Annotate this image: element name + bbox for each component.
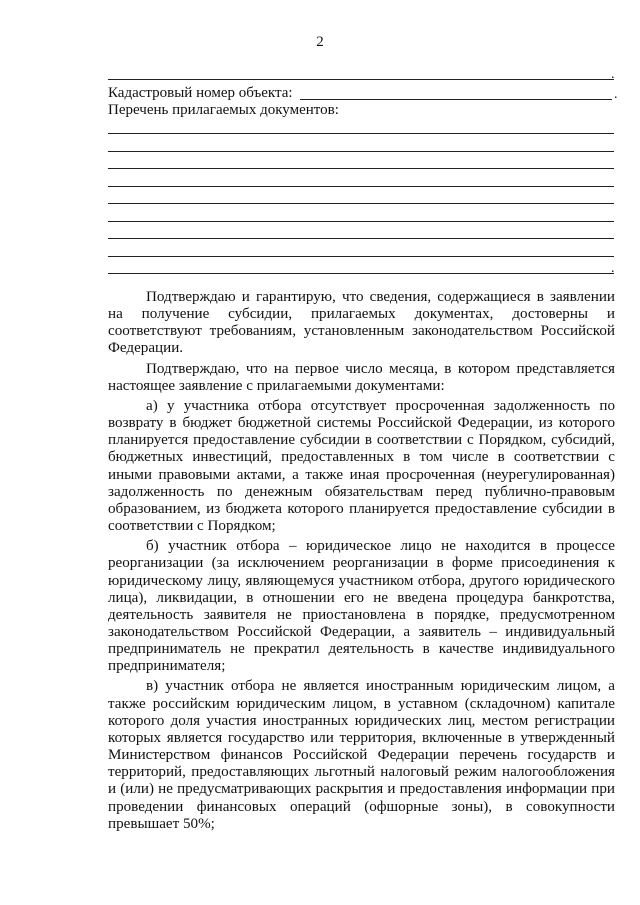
documents-line-end-mark: . [611,261,615,276]
document-blank-line[interactable] [108,203,614,204]
paragraph-confirmation: Подтверждаю, что на первое число месяца, в котором представляется настоящее заявление с прилагаемыми документами: [108,360,615,394]
top-line-end-mark: . [611,67,615,82]
document-blank-line[interactable] [108,151,614,152]
document-blank-line[interactable] [108,133,614,134]
statement-text [108,289,615,836]
document-blank-line[interactable] [108,221,614,222]
document-blank-line[interactable] [108,186,614,187]
paragraph-item-a: а) у участника отбора отсутствует просроченная задолженность по возврату в бюджет бюджетной системы Российской Федерации, из которого планируется предоставление субсидии в соответствии с Порядком, субсидий, бюджетных инвестиций, предоставленных в том числе в соответствии с иными правовыми актами, а также иная просроченная (неурегулированная) задолженность по денежным обязательствам перед публично-правовым образованием, из бюджета которого планируется предоставление субсидии в соответствии с Порядком; [108,397,615,535]
top-blank-line [108,79,614,80]
document-blank-line[interactable] [108,238,614,239]
cadastral-line-end-mark: . [614,87,618,102]
documents-list-label: Перечень прилагаемых документов: [108,102,339,118]
paragraph-item-b: б) участник отбора – юридическое лицо не находится в процессе реорганизации (за исключением реорганизации в форме присоединения к юридическому лицу, являющемуся участником отбора, другого юридического лица), ликвидации, в отношении его не введена процедура банкротства, деятельность заявителя не приостановлена в порядке, предусмотренном законодательством Российской Федерации, а заявитель – индивидуальный предприниматель не прекратил деятельность в качестве индивидуального предпринимателя; [108,538,615,675]
cadastral-number-label: Кадастровый номер объекта: [108,85,293,101]
document-blank-line[interactable] [108,256,614,257]
page-number: 2 [316,34,324,50]
paragraph-guarantee: Подтверждаю и гарантирую, что сведения, содержащиеся в заявлении на получение субсидии, прилагаемых документах, достоверны и соответствуют требованиям, установленным законодательством Российской Федерации. [108,289,615,357]
document-blank-line[interactable] [108,273,614,274]
document-blank-line[interactable] [108,168,614,169]
cadastral-number-field[interactable] [300,99,612,100]
cadastral-number-row [108,84,293,102]
paragraph-item-v: в) участник отбора не является иностранным юридическим лицом, а также российским юридическим лицом, в уставном (складочном) капитале которого доля участия иностранных юридических лиц, местом регистрации которых является государство или территория, включенные в утвержденный Министерством финансов Российской Федерации перечень государств и территорий, предоставляющих льготный налоговый режим налогообложения и (или) не предусматривающих раскрытия и предоставления информации при проведении финансовых операций (офшорные зоны), в совокупности превышает 50%; [108,678,615,832]
